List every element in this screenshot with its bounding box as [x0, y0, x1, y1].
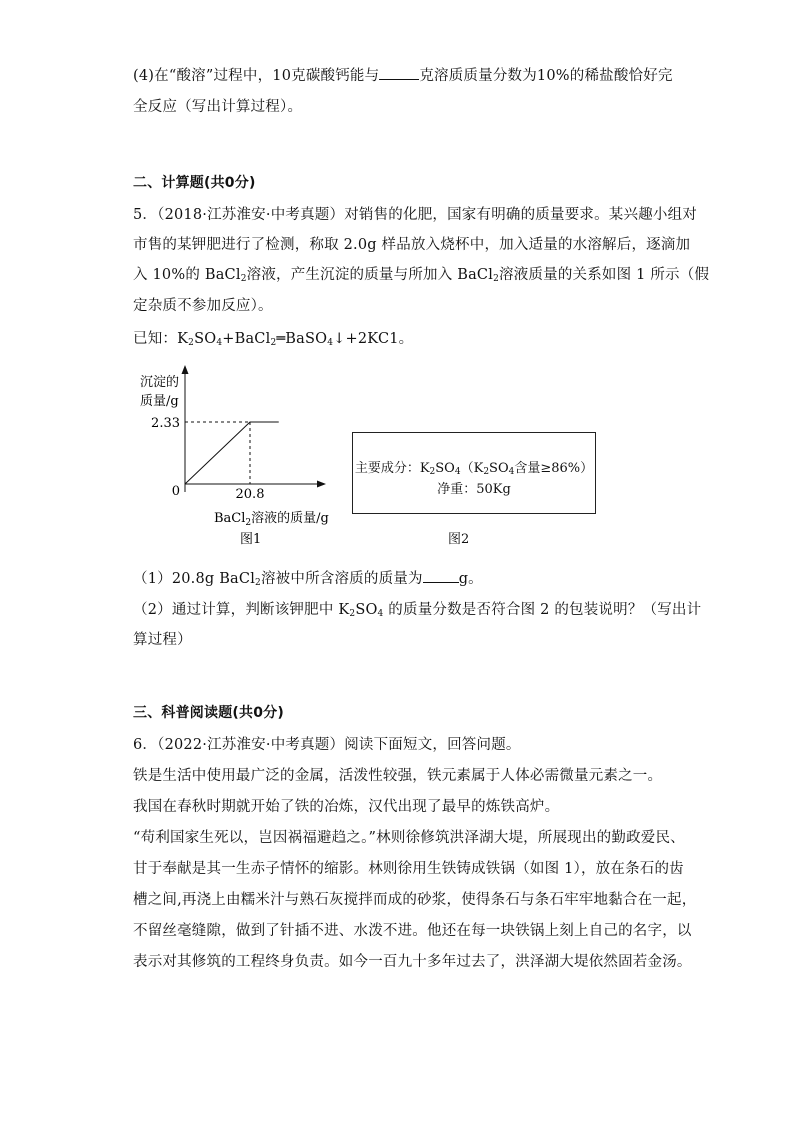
q5-line2: 市售的某钾肥进行了检测，称取 2.0g 样品放入烧杯中，加入适量的水溶解后，逐滴加: [133, 237, 691, 253]
section2-heading: 二、计算题(共0分): [133, 175, 256, 191]
q5-part1-answer-blank[interactable]: [423, 568, 459, 583]
y-tick-label: 2.33: [151, 416, 180, 431]
q6-line7: 不留丝毫缝隙，做到了针插不进、水泼不进。他还在每一块铁锅上刻上自己的名字，以: [133, 923, 692, 939]
q5-part2-line2: 算过程）: [133, 632, 192, 648]
figure1-caption: 图1: [240, 532, 262, 547]
figure2-caption: 图2: [448, 532, 470, 547]
figure1-chart: [130, 362, 350, 552]
q4-line1: (4)在“酸溶”过程中，10克碳酸钙能与 克溶质质量分数为10%的稀盐酸恰好完: [133, 64, 673, 85]
x-axis-arrow: [317, 481, 326, 488]
q6-line3: 我国在春秋时期就开始了铁的冶炼，汉代出现了最早的炼铁高炉。: [133, 799, 560, 815]
q6-line5: 甘于奉献是其一生赤子情怀的缩影。林则徐用生铁铸成铁锅（如图 1），放在条石的齿: [133, 861, 684, 877]
section3-heading: 三、科普阅读题(共0分): [133, 705, 284, 721]
x-tick-label: 20.8: [235, 487, 265, 502]
q6-line6: 槽之间,再浇上由糯米汁与熟石灰搅拌而成的砂浆，使得条石与条石牢牢地黏合在一起，: [133, 892, 697, 908]
q5-part1: （1）20.8g BaCl$_2$溶被中所含溶质的质量为 g。: [133, 567, 483, 588]
q5-line1: 5．（2018·江苏淮安·中考真题）对销售的化肥，国家有明确的质量要求。某兴趣小组对: [133, 207, 697, 223]
y-axis-label-line1: 沉淀的: [140, 375, 180, 390]
origin-label: 0: [171, 484, 180, 499]
q6-line1: 6．（2022·江苏淮安·中考真题）阅读下面短文，回答问题。: [133, 737, 521, 753]
q6-line8: 表示对其修筑的工程终身负责。如今一百九十多年过去了，洪泽湖大堤依然固若金汤。: [133, 954, 692, 970]
q5-part2-line1: （2）通过计算，判断该钾肥中 $K_2SO_4$ 的质量分数是否符合图 2 的包装说明？（写出计: [133, 602, 702, 619]
figure2-label-box: [352, 432, 596, 514]
figure2-net-weight: 净重：50Kg: [437, 482, 511, 497]
q5-known-equation: 已知：$K_2SO_4+BaCl_2═BaSO_4↓+2KC1$。: [133, 331, 414, 348]
x-axis-label: BaCl$_2$溶液的质量/g: [214, 511, 329, 528]
y-axis-label-line2: 质量/g: [140, 394, 179, 409]
y-axis-arrow: [182, 365, 189, 374]
q4-answer-blank[interactable]: [379, 65, 419, 80]
q5-line3: 入 10%的 BaCl$_2$溶液，产生沉淀的质量与所加入 BaCl$_2$溶液质量的关系如图 1 所示（假: [133, 267, 710, 284]
q6-line2: 铁是生活中使用最广泛的金属，活泼性较强，铁元素属于人体必需微量元素之一。: [133, 768, 663, 784]
precipitate-series-line: [185, 422, 279, 484]
figure2-main-ingredient: 主要成分：$K_2SO_4(K_2SO_4$含量≥86%）: [354, 461, 594, 477]
q5-line4: 定杂质不参加反应）。: [133, 298, 273, 314]
q4-line2: 全反应（写出计算过程）。: [133, 99, 303, 115]
q6-line4: “苟利国家生死以，岂因祸福避趋之。”林则徐修筑洪泽湖大堤，所展现出的勤政爱民、: [133, 830, 685, 846]
